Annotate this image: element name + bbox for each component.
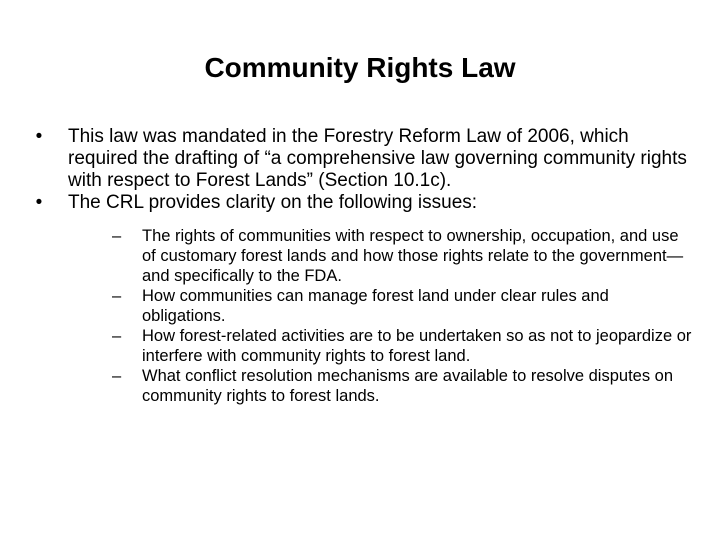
sub-bullet-text: How forest-related activities are to be undertaken so as not to jeopardize or interfere with community rights to forest land. <box>142 327 692 365</box>
sub-bullet-item <box>98 326 692 366</box>
bullet-text: This law was mandated in the Forestry Reform Law of 2006, which required the drafting of “a comprehensive law governing community rights with respect to Forest Lands” (Section 10.1c). <box>68 126 687 191</box>
bullet-marker: • <box>35 192 43 213</box>
sub-bullet-marker: – <box>112 227 122 245</box>
sub-bullet-item <box>98 226 692 286</box>
bullet-item-clarity <box>28 192 692 406</box>
sub-bullet-text: How communities can manage forest land under clear rules and obligations. <box>142 287 609 325</box>
sub-bullet-text: The rights of communities with respect to ownership, occupation, and use of customary forest lands and how those rights relate to the government—and specifically to the FDA. <box>142 227 684 285</box>
slide-title: Community Rights Law <box>204 52 516 83</box>
sub-bullet-marker: – <box>112 327 122 345</box>
bullet-marker: • <box>35 126 43 147</box>
sub-bullet-marker: – <box>112 367 122 385</box>
sub-bullet-text: What conflict resolution mechanisms are available to resolve disputes on community rights to forest lands. <box>142 367 674 405</box>
bullet-list <box>28 126 692 406</box>
bullet-item-mandate <box>28 126 692 192</box>
sub-bullet-marker: – <box>112 287 122 305</box>
slide-body <box>28 126 692 406</box>
bullet-text: The CRL provides clarity on the following issues: <box>68 192 478 213</box>
sub-bullet-item <box>98 286 692 326</box>
sub-bullet-list <box>68 226 692 406</box>
sub-bullet-item <box>98 366 692 406</box>
